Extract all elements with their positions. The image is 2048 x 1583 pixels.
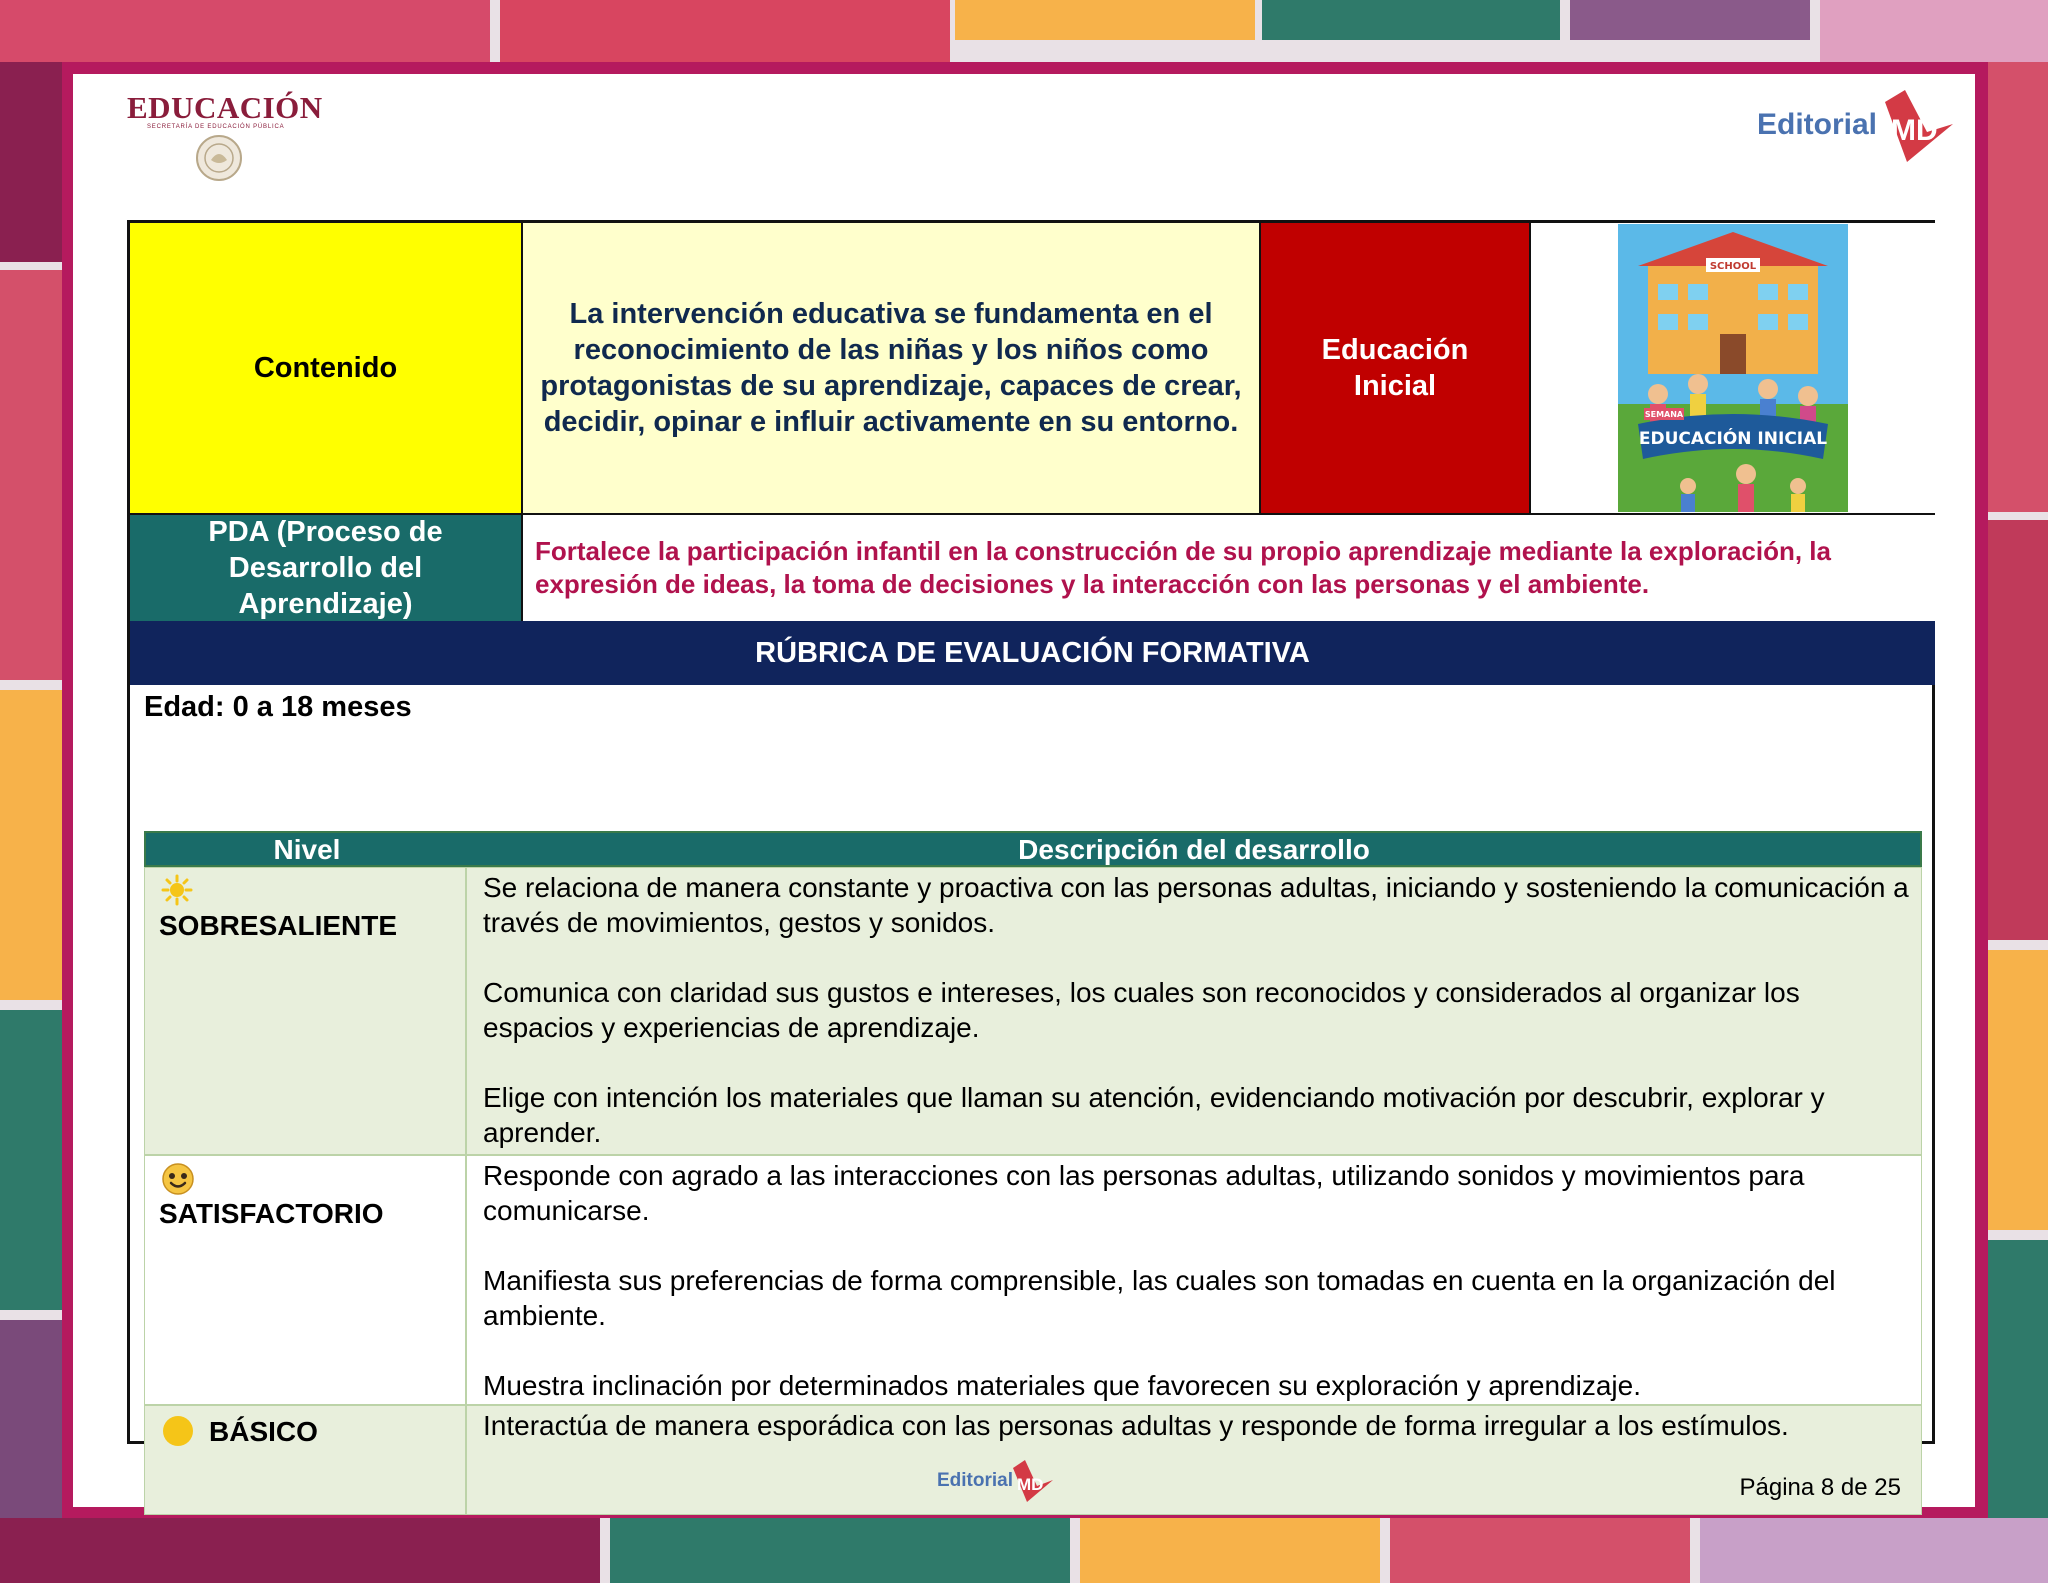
footer-editorial-text: Editorial [937,1470,1014,1491]
contenido-label: Contenido [130,223,523,513]
bg-block [0,270,62,680]
educacion-inicial-illustration [1618,224,1848,512]
sun-icon [161,874,193,906]
rubric-header-row [144,831,1922,867]
rubric-header-nivel: Nivel [273,834,341,865]
page-number: Página 8 de 25 [1739,1474,1901,1501]
bg-block [1820,0,2048,62]
nivel-educativo-text: Educación Inicial [1321,334,1469,402]
document-page [73,74,1975,1507]
description-paragraph: Se relaciona de manera constante y proactiva con las personas adultas, iniciando y sosteniendo la comunicación a través de movimientos, gestos y sonidos. [483,872,1909,938]
bg-block [955,0,1255,40]
bg-block [1988,950,2048,1230]
nivel-educativo-label [1261,223,1531,513]
rubric-row-satisfactorio [144,1155,1922,1405]
footer-editorial-logo [937,1454,1057,1504]
bg-block [1080,1518,1380,1583]
description-paragraph: Muestra inclinación por determinados materiales que favorecen su exploración y aprendizaje. [483,1370,1641,1401]
bg-block [610,1518,1070,1583]
pda-label [130,513,523,621]
contenido-text: La intervención educativa se fundamenta en el reconocimiento de las niñas y los niños como protagonistas de su aprendizaje, capaces de crear, decidir, opinar e influir activamente en su entorno. [523,223,1261,513]
bg-block [0,62,62,262]
description-paragraph: Comunica con claridad sus gustos e intereses, los cuales son reconocidos y considerados al organizar los espacios y experiencias de aprendizaje. [483,977,1800,1043]
description-paragraph: Elige con intención los materiales que llaman su atención, evidenciando motivación por descubrir, explorar y aprender. [483,1082,1825,1148]
national-seal-icon [195,134,243,182]
description-paragraph: Manifiesta sus preferencias de forma comprensible, las cuales son tomadas en cuenta en la organización del ambiente. [483,1265,1836,1331]
rubric-description [483,870,1911,1150]
editorial-md-logo [1757,82,1957,162]
bg-block [1262,0,1560,40]
bg-block [0,0,490,62]
bg-block [0,690,62,1000]
rubric-description [483,1408,1911,1443]
bg-block [1988,62,2048,512]
main-table [127,220,1935,1447]
rubric-level-cell [145,1406,467,1514]
pda-text: Fortalece la participación infantil en la construcción de su propio aprendizaje mediante la exploración, la expresión de ideas, la toma de decisiones y la interacción con las personas y el ambiente. [523,513,1935,621]
footer-editorial-mark: MD [1017,1475,1044,1494]
image-banner-small-text: SEMANA [1644,410,1684,419]
yellow-circle-icon [161,1414,195,1448]
image-banner-text: EDUCACIÓN INICIAL [1638,429,1828,449]
level-label: BÁSICO [209,1416,318,1447]
rubric-level-cell [145,868,467,1154]
rubric-level-cell [145,1156,467,1404]
bg-block [0,1518,600,1583]
smiley-icon [161,1162,195,1196]
school-sign-text: SCHOOL [1709,261,1757,272]
bg-block [1988,520,2048,940]
rubric-description [483,1158,1911,1403]
rubric-header-descripcion: Descripción del desarrollo [1018,834,1370,865]
rubrica-title: RÚBRICA DE EVALUACIÓN FORMATIVA [130,621,1935,685]
bg-block [500,0,950,62]
sep-logo-subtitle: SECRETARÍA DE EDUCACIÓN PÚBLICA [147,124,285,130]
edad-label: Edad: 0 a 18 meses [144,691,412,723]
editorial-logo-mark: MD [1891,114,1938,147]
bg-block [0,1010,62,1310]
pda-label-text: PDA (Proceso de Desarrollo del Aprendizaje) [208,516,443,620]
level-label: SATISFACTORIO [159,1198,384,1229]
bg-block [1390,1518,1690,1583]
description-paragraph: Interactúa de manera esporádica con las personas adultas y responde de forma irregular a los estímulos. [483,1410,1789,1441]
bg-block [1570,0,1810,40]
level-label: SOBRESALIENTE [159,910,398,941]
editorial-logo-text: Editorial [1757,108,1878,141]
rubric-row-sobresaliente [144,867,1922,1155]
sep-logo-title: EDUCACIÓN [127,90,323,125]
bg-block [1700,1518,2048,1583]
educacion-inicial-image-cell [1531,223,1935,513]
description-paragraph: Responde con agrado a las interacciones con las personas adultas, utilizando sonidos y movimientos para comunicarse. [483,1160,1805,1226]
